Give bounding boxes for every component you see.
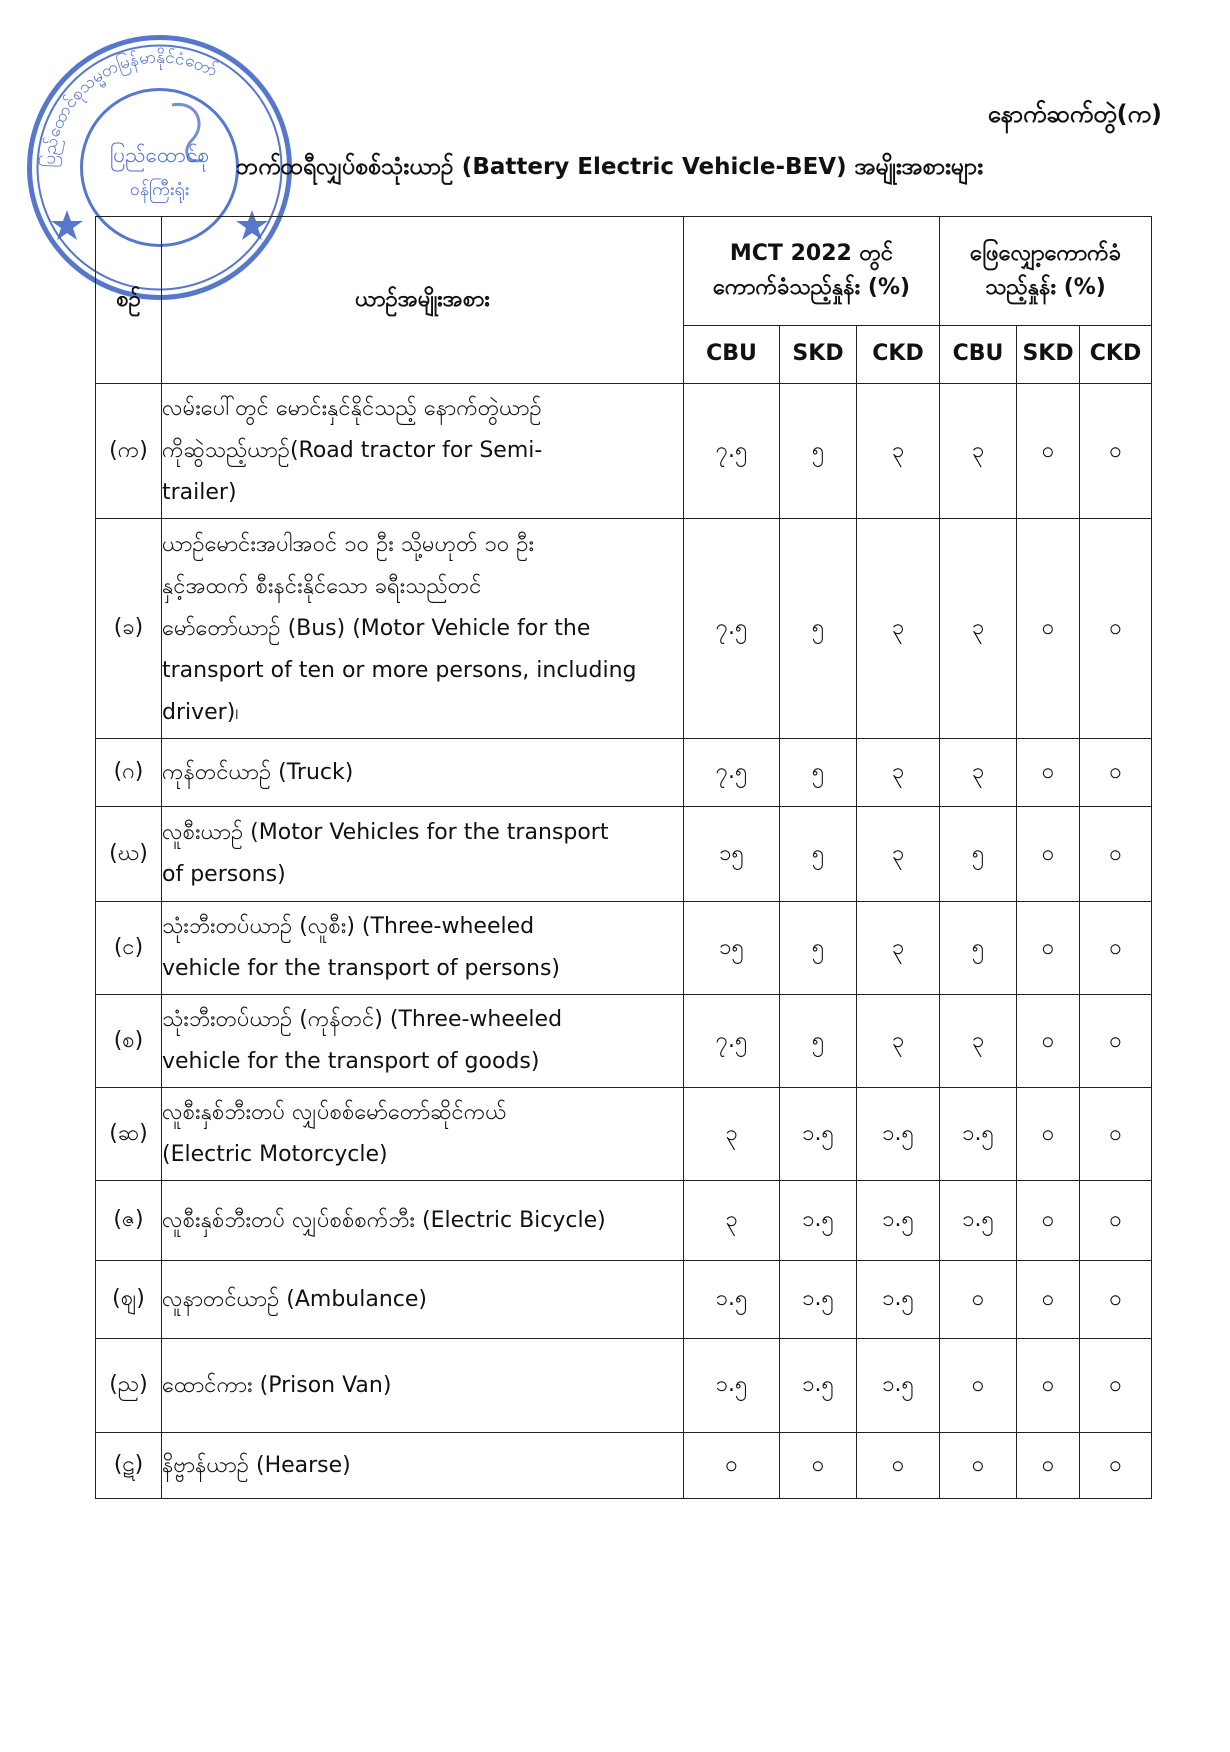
row-vehicle-description (162, 384, 684, 519)
description-line: driver)၊ (162, 699, 239, 725)
rate-rel-skd: ၀ (1017, 519, 1080, 739)
rate-mct-cbu: ၃ (684, 1088, 780, 1181)
row-vehicle-description (162, 1433, 684, 1499)
row-item-number: (ဂ) (96, 739, 162, 807)
rate-rel-skd: ၀ (1017, 1181, 1080, 1261)
rate-mct-ckd: ၃ (857, 902, 940, 995)
rate-rel-ckd: ၀ (1080, 902, 1152, 995)
rate-rel-cbu: ၅ (940, 807, 1017, 902)
row-vehicle-description (162, 1339, 684, 1433)
rate-mct-cbu: ၁၅ (684, 902, 780, 995)
table-row (96, 807, 1152, 902)
rate-rel-ckd: ၀ (1080, 519, 1152, 739)
bev-rates-table (95, 216, 1152, 1499)
rate-rel-cbu: ၀ (940, 1433, 1017, 1499)
row-vehicle-description (162, 519, 684, 739)
rate-mct-ckd: ၃ (857, 519, 940, 739)
table-row (96, 902, 1152, 995)
header-relief-line-1: ဖြေလျှော့ကောက်ခံ (970, 240, 1122, 266)
description-line: of persons) (162, 862, 286, 887)
header-mct-group (684, 217, 940, 326)
description-line: နိဗ္ဗာန်ယာဉ် (Hearse) (162, 1452, 351, 1478)
table-row (96, 519, 1152, 739)
row-vehicle-description (162, 995, 684, 1088)
description-line: ထောင်ကား (Prison Van) (162, 1372, 392, 1398)
description-line: လူစီးနှစ်ဘီးတပ် လျှပ်စစ်မော်တော်ဆိုင်ကယ် (162, 1100, 507, 1125)
row-vehicle-description (162, 1181, 684, 1261)
rate-rel-skd: ၀ (1017, 1261, 1080, 1339)
rate-mct-skd: ၅ (780, 807, 857, 902)
rate-rel-skd: ၀ (1017, 384, 1080, 519)
description-line: transport of ten or more persons, including (162, 657, 637, 683)
table-row (96, 1261, 1152, 1339)
description-line: သုံးဘီးတပ်ယာဉ် (ကုန်တင်) (Three-wheeled (162, 1007, 563, 1032)
rate-mct-skd: ၁.၅ (780, 1339, 857, 1433)
rate-rel-skd: ၀ (1017, 739, 1080, 807)
seal-ring-text: ပြည်ထောင်စုသမ္မတမြန်မာနိုင်ငံတော် (39, 47, 221, 168)
table-row (96, 1088, 1152, 1181)
description-line: trailer) (162, 480, 237, 505)
rate-rel-ckd: ၀ (1080, 1181, 1152, 1261)
description-line: လူစီးနှစ်ဘီးတပ် လျှပ်စစ်စက်ဘီး (Electric Bicycle) (162, 1207, 606, 1233)
row-item-number: (ဆ) (96, 1088, 162, 1181)
rate-mct-skd: ၅ (780, 995, 857, 1088)
rate-rel-ckd: ၀ (1080, 1339, 1152, 1433)
description-line: မော်တော်ယာဉ် (Bus) (Motor Vehicle for the (162, 615, 591, 641)
row-item-number: (ဇ) (96, 1181, 162, 1261)
rate-mct-cbu: ၁.၅ (684, 1339, 780, 1433)
rate-rel-cbu: ၁.၅ (940, 1088, 1017, 1181)
rate-rel-cbu: ၃ (940, 995, 1017, 1088)
description-line: သုံးဘီးတပ်ယာဉ် (လူစီး) (Three-wheeled (162, 914, 535, 939)
row-item-number: (စ) (96, 995, 162, 1088)
rate-mct-ckd: ၁.၅ (857, 1261, 940, 1339)
rate-mct-cbu: ၁.၅ (684, 1261, 780, 1339)
rate-mct-skd: ၅ (780, 902, 857, 995)
description-line: လူနာတင်ယာဉ် (Ambulance) (162, 1286, 427, 1312)
rate-rel-ckd: ၀ (1080, 739, 1152, 807)
description-line: ယာဉ်မောင်းအပါအဝင် ၁၀ ဦး သို့မဟုတ် ၁၀ ဦး (162, 531, 535, 557)
annex-label: နောက်ဆက်တွဲ(က) (987, 100, 1162, 128)
header-vehicle-type: ယာဉ်အမျိုးအစား (162, 217, 684, 384)
description-line: ကုန်တင်ယာဉ် (Truck) (162, 759, 354, 785)
rate-mct-ckd: ၁.၅ (857, 1181, 940, 1261)
rate-rel-ckd: ၀ (1080, 995, 1152, 1088)
rate-rel-skd: ၀ (1017, 995, 1080, 1088)
rate-mct-cbu: ၇.၅ (684, 995, 780, 1088)
rate-mct-skd: ၁.၅ (780, 1261, 857, 1339)
table-row (96, 739, 1152, 807)
rate-rel-skd: ၀ (1017, 1433, 1080, 1499)
rate-rel-ckd: ၀ (1080, 384, 1152, 519)
header-relief-skd: SKD (1017, 326, 1080, 384)
rate-rel-cbu: ၅ (940, 902, 1017, 995)
header-relief-ckd: CKD (1080, 326, 1152, 384)
row-item-number: (ဃ) (96, 807, 162, 902)
header-relief-line-2: သည့်နှုန်း (%) (985, 275, 1106, 300)
row-item-number: (ခ) (96, 519, 162, 739)
header-relief-cbu: CBU (940, 326, 1017, 384)
row-item-number: (င) (96, 902, 162, 995)
header-mct-cbu: CBU (684, 326, 780, 384)
rate-rel-cbu: ၃ (940, 519, 1017, 739)
table-row (96, 1433, 1152, 1499)
table-row (96, 995, 1152, 1088)
row-item-number: (ဋ) (96, 1433, 162, 1499)
rate-rel-skd: ၀ (1017, 902, 1080, 995)
header-mct-line-2: ကောက်ခံသည့်နှုန်း (%) (712, 275, 911, 300)
rate-mct-skd: ၅ (780, 739, 857, 807)
rate-mct-skd: ၅ (780, 519, 857, 739)
header-relief-group (940, 217, 1152, 326)
description-line: (Electric Motorcycle) (162, 1142, 388, 1167)
rate-mct-cbu: ၀ (684, 1433, 780, 1499)
rate-mct-cbu: ၁၅ (684, 807, 780, 902)
description-line: vehicle for the transport of goods) (162, 1049, 540, 1074)
rate-rel-cbu: ၃ (940, 739, 1017, 807)
row-item-number: (ည) (96, 1339, 162, 1433)
rate-rel-cbu: ၀ (940, 1339, 1017, 1433)
rate-mct-cbu: ၇.၅ (684, 739, 780, 807)
rate-mct-skd: ၁.၅ (780, 1181, 857, 1261)
description-line: နှင့်အထက် စီးနင်းနိုင်သော ခရီးသည်တင် (162, 573, 482, 599)
row-item-number: (က) (96, 384, 162, 519)
rate-rel-skd: ၀ (1017, 807, 1080, 902)
rate-rel-ckd: ၀ (1080, 1261, 1152, 1339)
description-line: လူစီးယာဉ် (Motor Vehicles for the transport (162, 820, 609, 845)
rate-mct-ckd: ၃ (857, 739, 940, 807)
rate-mct-skd: ၁.၅ (780, 1088, 857, 1181)
rate-rel-ckd: ၀ (1080, 1433, 1152, 1499)
header-mct-skd: SKD (780, 326, 857, 384)
rate-rel-cbu: ၃ (940, 384, 1017, 519)
table-row (96, 384, 1152, 519)
document-title: ဘက်ထရီလျှပ်စစ်သုံးယာဉ် (Battery Electric Vehicle-BEV) အမျိုးအစားများ (236, 154, 984, 180)
rate-rel-ckd: ၀ (1080, 1088, 1152, 1181)
rate-mct-cbu: ၇.၅ (684, 519, 780, 739)
rate-mct-cbu: ၃ (684, 1181, 780, 1261)
header-mct-ckd: CKD (857, 326, 940, 384)
description-line: vehicle for the transport of persons) (162, 956, 560, 981)
rate-mct-ckd: ၃ (857, 995, 940, 1088)
seal-center-line-1: ပြည်ထောင်စု (109, 143, 210, 167)
header-mct-line-1: MCT 2022 တွင် (729, 240, 894, 266)
rate-mct-skd: ၀ (780, 1433, 857, 1499)
rate-mct-ckd: ၁.၅ (857, 1088, 940, 1181)
description-line: လမ်းပေါ်တွင် မောင်းနှင်နိုင်သည့် နောက်တွဲယာဉ် (162, 396, 542, 421)
table-row (96, 1181, 1152, 1261)
rate-rel-cbu: ၀ (940, 1261, 1017, 1339)
row-vehicle-description (162, 1088, 684, 1181)
rate-mct-ckd: ၃ (857, 384, 940, 519)
rate-mct-ckd: ၀ (857, 1433, 940, 1499)
row-vehicle-description (162, 739, 684, 807)
rate-mct-ckd: ၃ (857, 807, 940, 902)
rate-mct-cbu: ၇.၅ (684, 384, 780, 519)
row-vehicle-description (162, 902, 684, 995)
rate-rel-skd: ၀ (1017, 1339, 1080, 1433)
row-vehicle-description (162, 1261, 684, 1339)
rate-rel-cbu: ၁.၅ (940, 1181, 1017, 1261)
row-item-number: (ဈ) (96, 1261, 162, 1339)
seal-center-line-2: ဝန်ကြီးရုံး (129, 179, 190, 200)
rate-mct-ckd: ၁.၅ (857, 1339, 940, 1433)
rate-rel-skd: ၀ (1017, 1088, 1080, 1181)
rate-rel-ckd: ၀ (1080, 807, 1152, 902)
rate-mct-skd: ၅ (780, 384, 857, 519)
row-vehicle-description (162, 807, 684, 902)
header-serial: စဉ် (96, 217, 162, 384)
table-row (96, 1339, 1152, 1433)
description-line: ကိုဆွဲသည့်ယာဉ်(Road tractor for Semi- (162, 438, 543, 463)
